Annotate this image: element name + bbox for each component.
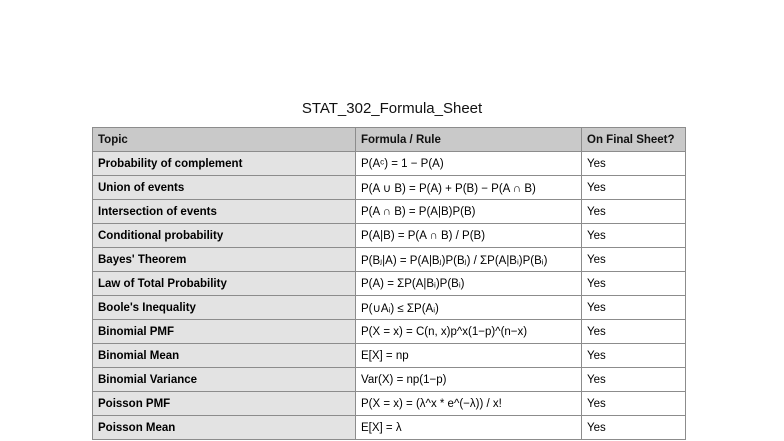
formula-cell: Var(X) = np(1−p)	[356, 368, 582, 392]
table-header-row	[93, 128, 686, 152]
formula-cell: E[X] = λ	[356, 416, 582, 440]
table-row	[93, 224, 686, 248]
on-final-cell: Yes	[582, 200, 686, 224]
on-final-cell: Yes	[582, 392, 686, 416]
table-row	[93, 416, 686, 440]
formula-cell: P(Bⱼ|A) = P(A|Bⱼ)P(Bⱼ) / ΣP(A|Bᵢ)P(Bᵢ)	[356, 248, 582, 272]
topic-cell: Intersection of events	[93, 200, 356, 224]
column-header-formula: Formula / Rule	[356, 128, 582, 152]
topic-cell: Poisson Mean	[93, 416, 356, 440]
formula-cell: E[X] = np	[356, 344, 582, 368]
on-final-cell: Yes	[582, 416, 686, 440]
table-row	[93, 344, 686, 368]
formula-cell: P(X = x) = (λ^x * e^(−λ)) / x!	[356, 392, 582, 416]
formula-cell: P(A ∩ B) = P(A|B)P(B)	[356, 200, 582, 224]
topic-cell: Probability of complement	[93, 152, 356, 176]
on-final-cell: Yes	[582, 152, 686, 176]
on-final-cell: Yes	[582, 344, 686, 368]
column-header-topic: Topic	[93, 128, 356, 152]
topic-cell: Bayes' Theorem	[93, 248, 356, 272]
topic-cell: Binomial PMF	[93, 320, 356, 344]
table-row	[93, 200, 686, 224]
on-final-cell: Yes	[582, 296, 686, 320]
column-header-on-final-sheet: On Final Sheet?	[582, 128, 686, 152]
topic-cell: Binomial Mean	[93, 344, 356, 368]
table-row	[93, 272, 686, 296]
formula-cell: P(X = x) = C(n, x)p^x(1−p)^(n−x)	[356, 320, 582, 344]
table-row	[93, 152, 686, 176]
table-row	[93, 296, 686, 320]
formula-cell: P(∪Aᵢ) ≤ ΣP(Aᵢ)	[356, 296, 582, 320]
table-row	[93, 176, 686, 200]
table-row	[93, 320, 686, 344]
topic-cell: Conditional probability	[93, 224, 356, 248]
formula-cell: P(A) = ΣP(A|Bᵢ)P(Bᵢ)	[356, 272, 582, 296]
table-row	[93, 392, 686, 416]
topic-cell: Poisson PMF	[93, 392, 356, 416]
on-final-cell: Yes	[582, 224, 686, 248]
table-row	[93, 248, 686, 272]
document-title: STAT_302_Formula_Sheet	[301, 100, 483, 117]
on-final-cell: Yes	[582, 176, 686, 200]
on-final-cell: Yes	[582, 368, 686, 392]
table-row	[93, 368, 686, 392]
on-final-cell: Yes	[582, 272, 686, 296]
formula-cell: P(A ∪ B) = P(A) + P(B) − P(A ∩ B)	[356, 176, 582, 200]
topic-cell: Binomial Variance	[93, 368, 356, 392]
on-final-cell: Yes	[582, 248, 686, 272]
formula-cell: P(A|B) = P(A ∩ B) / P(B)	[356, 224, 582, 248]
topic-cell: Law of Total Probability	[93, 272, 356, 296]
topic-cell: Boole's Inequality	[93, 296, 356, 320]
formula-table	[92, 127, 686, 440]
on-final-cell: Yes	[582, 320, 686, 344]
formula-cell: P(Aᶜ) = 1 − P(A)	[356, 152, 582, 176]
topic-cell: Union of events	[93, 176, 356, 200]
